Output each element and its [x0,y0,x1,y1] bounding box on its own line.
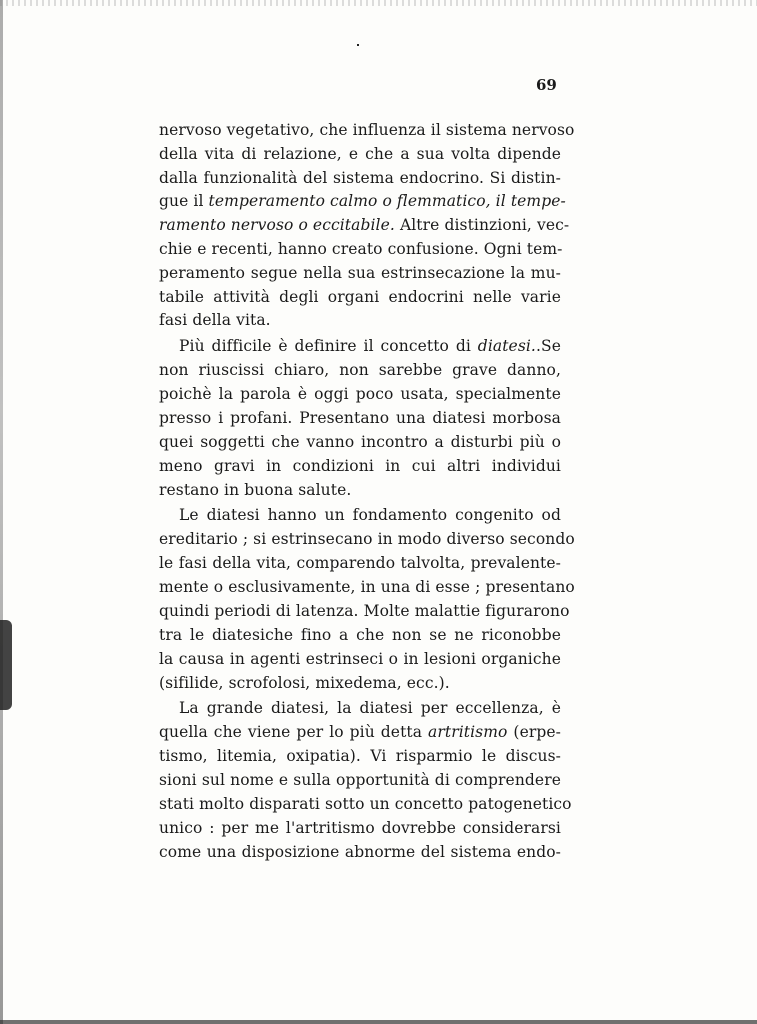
scan-bottom-edge [0,1020,757,1024]
text-line: Le diatesi hanno un fondamento congenito od [179,506,561,524]
text-line: restano in buona salute. [159,481,352,499]
text-line: (sifilide, scrofolosi, mixedema, ecc.). [159,674,450,692]
text-line: tra le diatesiche fino a che non se ne riconobbe [159,626,561,644]
text-run: (erpe- [507,723,561,741]
scan-left-edge [0,0,3,1024]
text-line [159,335,561,359]
text-line: presso i profani. Presentano una diatesi morbosa [159,409,561,427]
text-line: sioni sul nome e sulla opportunità di comprendere [159,771,561,789]
text-line [159,214,570,238]
text-line: chie e recenti, hanno creato confusione. Ogni tem- [159,240,563,258]
dust-speck [357,44,359,46]
text-line: come una disposizione abnorme del sistema endo- [159,843,561,861]
text-run: quella che viene per lo più detta [159,723,429,741]
text-run: gue il [159,192,209,210]
text-line: dalla funzionalità del sistema endocrino. Si distin- [159,169,561,187]
text-line: poichè la parola è oggi poco usata, specialmente [159,385,561,403]
text-run: Altre distinzioni, vec- [394,216,570,234]
text-line: non riuscissi chiaro, non sarebbe grave danno, [159,361,561,379]
text-line: peramento segue nella sua estrinsecazione la mu- [159,264,561,282]
text-line: le fasi della vita, comparendo talvolta, prevalente- [159,554,561,572]
italic-text-run: temperamento calmo o flemmatico, il tempe- [208,192,566,210]
binding-mark [0,620,12,710]
italic-text-run: ramento nervoso o eccitabile. [159,216,395,234]
text-line [159,721,561,745]
text-line: la causa in agenti estrinseci o in lesioni organiche [159,650,561,668]
text-run: Più difficile è definire il concetto di [179,337,478,355]
italic-text-run: diatesi. [477,337,536,355]
page-number: 69 [536,76,557,94]
text-line: quindi periodi di latenza. Molte malattie figurarono [159,602,570,620]
text-line: ereditario ; si estrinsecano in modo diverso secondo [159,530,575,548]
text-line: mente o esclusivamente, in una di esse ; presentano [159,578,575,596]
text-line: meno gravi in condizioni in cui altri individui [159,457,561,475]
text-line: stati molto disparati sotto un concetto patogenetico [159,795,572,813]
text-line: tabile attività degli organi endocrini nelle varie [159,288,561,306]
text-line: tismo, litemia, oxipatia). Vi risparmio le discus- [159,747,561,765]
text-line: La grande diatesi, la diatesi per eccellenza, è [179,699,561,717]
scan-top-edge [0,0,757,6]
text-line: unico : per me l'artritismo dovrebbe considerarsi [159,819,561,837]
text-line: nervoso vegetativo, che influenza il sistema nervoso [159,121,575,139]
italic-text-run: artritismo [428,723,508,741]
text-line: della vita di relazione, e che a sua volta dipende [159,145,561,163]
text-line: fasi della vita. [159,311,271,329]
text-line [159,190,566,214]
text-line: quei soggetti che vanno incontro a disturbi più o [159,433,561,451]
text-run: .Se [535,337,561,355]
